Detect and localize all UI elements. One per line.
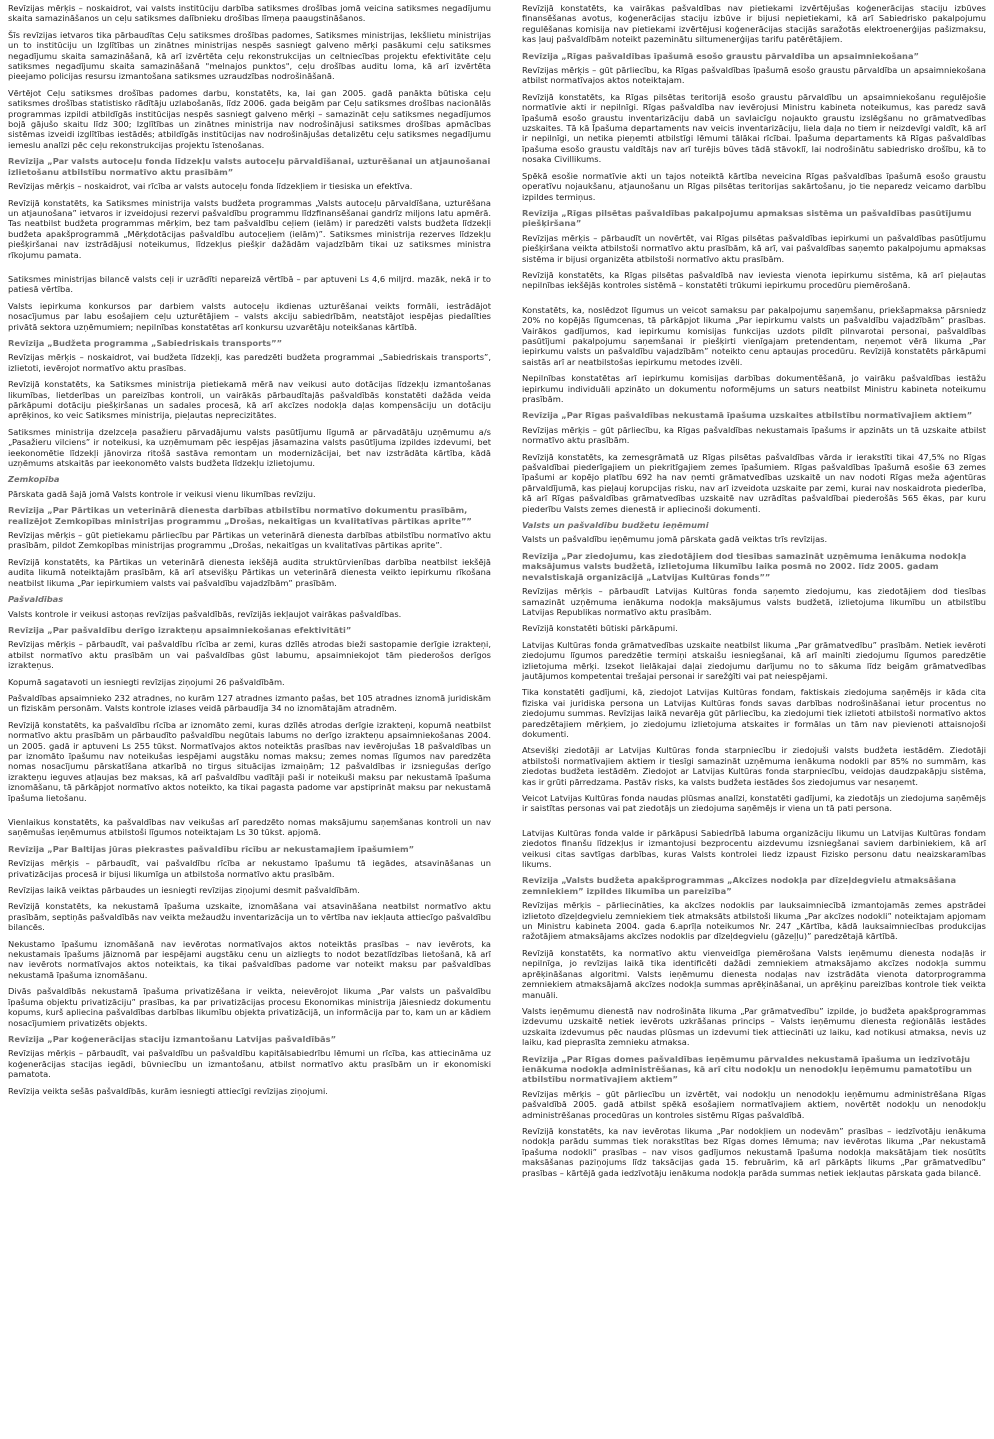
- paragraph: Tika konstatēti gadījumi, kā, ziedojot Latvijas Kultūras fondam, faktiskais ziedojuma saņēmējs ir kāda cita fiziska vai juridiska persona un Latvijas Kultūras fonds savas darbības nodrošināšanai ietur procentus no ziedojumu summas. Revīzijas laikā nevarēja gūt pārliecību, ka ziedojumi tiek izlietoti atbilstoši normatīvo aktos paredzētajiem mērķiem, jo ziedojumu izlietojuma atskaites ir formālas un tām nav pievienoti attaisnojoši dokumenti.: [522, 687, 986, 739]
- paragraph: Spēkā esošie normatīvie akti un tajos noteiktā kārtība neveicina Rīgas pašvaldības īpašumā esošo graustu operatīvu nojaukšanu, atjaunošanu un Rīgas pilsētas teritorijas sakārtošanu, jo tie neparedz veicamo darbību izpildes termiņus.: [522, 170, 986, 202]
- section-heading: Revīzija „Rīgas pašvaldības īpašumā esošo graustu pārvaldība un apsaimniekošana”: [522, 50, 920, 61]
- paragraph: Revīzijā konstatēts, ka Pārtikas un veterinārā dienesta iekšējā audita struktūrvienības darbība neatbilst iekšējā audita likumā noteiktajām prasībām, kā arī atsevišķu Pārtikas un veterinārā dienesta veikto iepirkumu rīkošana neatbilst likuma „Par iepirkumiem valsts vai pašvaldību vajadzībām” prasībām.: [8, 556, 491, 588]
- section-heading: Revīzija „Budžeta programma „Sabiedriskais transports””: [8, 337, 283, 348]
- paragraph: Veicot Latvijas Kultūras fonda naudas plūsmas analīzi, konstatēti gadījumi, ka ziedotājs un ziedojuma saņēmējs ir saistītas personas vai pat ziedotājs un ziedojuma saņēmējs ir viena un tā pati persona.: [522, 793, 986, 814]
- paragraph: Revīzijas mērķis – gūt pārliecību, ka Rīgas pašvaldības īpašumā esošo graustu pārvaldība un apsaimniekošana atbilst normatīvajos aktos noteiktajam.: [522, 65, 986, 86]
- subsection-title: Zemkopība: [8, 474, 60, 485]
- paragraph: Nepilnības konstatētas arī iepirkumu komisijas darbības dokumentēšanā, jo vairāku pašvaldības iestāžu iepirkumu individuāli apzināto un dokumentu noformējums un saturs neatbilst Ministru kabineta noteikumu prasībām.: [522, 373, 986, 404]
- paragraph: Latvijas Kultūras fonda grāmatvedības uzskaite neatbilst likuma „Par grāmatvedību” prasībām. Netiek ievēroti ziedojumu līgumos paredzētie termiņi atskaišu iesniegšanai, kā arī mainīti ziedojumu līgumos paredzētie izlietojuma mērķi. Izsekot lielākajai daļai ziedojumu darījumu no to sākuma līdz beigām grāmatvedības jautājumos kompetentai trešajai personai ir sarežģīti vai pat neiespējami.: [522, 639, 986, 681]
- paragraph: Atsevišķi ziedotāji ar Latvijas Kultūras fonda starpniecību ir ziedojuši valsts budžeta iestādēm. Ziedotāji atbilstoši normatīvajiem aktiem ir tiesīgi samazināt uzņēmuma ienākuma nodokli par 85% no summām, kas ziedotas budžeta iestādēm. Ziedojot ar Latvijas Kultūras fonda starpniecību, veidojas daudzpakāpju sistēma, kas ir grūti pārredzama. Pastāv risks, ka valsts budžeta iestādes šos ziedojumus var nesaņemt.: [522, 745, 986, 787]
- paragraph: Revīzijā konstatēts, ka zemesgrāmatā uz Rīgas pilsētas pašvaldības vārda ir ierakstīti tikai 47,5% no Rīgas pašvaldībai piederīgajiem un piekritīgajiem zemes īpašumiem. Rīgas pašvaldības īpašumā esošie 63 zemes īpašumi ar kopējo platību 692 ha nav ņemti grāmatvedības uzskaitē un nav nodoti Rīgas meža aģentūras pārvaldījumā, kas pieļauj korupcijas risku, nav arī izveidota uzskaite par zemi, kurai nav noskaidrota piederība, kā arī Rīgas pašvaldības grāmatvedības uzskaitē nav uzrādītas pašvaldībai piederošās 565 ēkas, par kuru piederību Valsts zemes dienestā ir apliecinoši dokumenti.: [522, 451, 986, 514]
- section-heading: Revīzija „Valsts budžeta apakšprogrammas „Akcīzes nodokļa par dīzeļdegvielu atmaksāšana zemniekiem” izpildes likumība un pareizība”: [522, 875, 957, 896]
- section-heading: Revīzija „Par Rīgas pašvaldības nekustamā īpašuma uzskaites atbilstību normatīvajiem aktiem”: [522, 410, 973, 421]
- paragraph: Pārskata gadā šajā jomā Valsts kontrole ir veikusi vienu likumības revīziju.: [8, 488, 316, 499]
- section-heading: Revīzija „Par valsts autoceļu fonda līdzekļu valsts autoceļu pārvaldīšanai, uzturēšanai un atjaunošanai izlietošanu atbilstību normatīvo aktu prasībām”: [8, 156, 491, 177]
- paragraph: Satiksmes ministrijas bilancē valsts ceļi ir uzrādīti nepareizā vērtībā – par aptuveni Ls 4,6 miljrd. mazāk, nekā ir to patiesā vērtība.: [8, 273, 491, 295]
- paragraph: Revīzijas mērķis – pārbaudīt, vai pašvaldību un pašvaldību kapitālsabiedrību lēmumi un rīcība, kas attiecināma uz koģenerācijas stacijas iegādi, būvniecību un izmantošanu, atbilst normatīvo aktu prasībām un ir ekonomiski pamatota.: [8, 1048, 491, 1080]
- left-column: [8, 3, 491, 1102]
- section-heading: Revīzija „Rīgas pilsētas pašvaldības pakalpojumu apmaksas sistēma un pašvaldības pasūtījumu piešķiršana”: [522, 207, 972, 229]
- paragraph: Revīzijā konstatēts, ka Satiksmes ministrija valsts budžeta programmas „Valsts autoceļu pārvaldīšana, uzturēšana un atjaunošana” ietvaros ir izveidojusi rezervi pašvaldību programmu līdzfinansēšanai gandrīz miljons latu apmērā. Tas neatbilst budžeta programmas mērķim, bez tam pašvaldību ceļiem (ielām) ir paredzēti valsts budžeta līdzekļi budžeta apakšprogrammā „Mērķdotācijas pašvaldību autoceļiem (ielām)”. Satiksmes ministrija rezerves līdzekļu piešķiršanai nav izstrādājusi noteikumus, līdzekļus piešķir dažādām vajadzībām tikai uz satiksmes ministra rīkojumu pamata.: [8, 197, 491, 260]
- paragraph: Revīzijā konstatēts, ka pašvaldību rīcība ar iznomāto zemi, kuras dzīlēs atrodas derīgie izrakteņi, kopumā neatbilst normatīvo aktu prasībām un pārbaudīto pašvaldību negūtais labums no derīgo izrakteņu apsaimniekošanas 2004. un 2005. gadā ir aptuveni Ls 255 tūkst. Normatīvajos aktos noteiktās prasības nav ievērojušas 18 pašvaldības un par iznomāto īpašumu nav noteikušas iespējami augstāku nomas maksu; zemes nomas līgumos nav paredzēta nomas nosacījumu pārskatīšana atkarībā no tirgus situācijas izmaiņām; 12 pašvaldības ir izsniegušas derīgo izrakteņu ieguves atļaujas bez maksas, kā arī pašvaldību vadītāji paši ir noteikuši maksu par nekustamā īpašuma iznomāšanu, tā pārkāpjot normatīvo aktos noteikto, ka tikai pagasta padome var apstiprināt maksu par nekustamā īpašuma lietošanu.: [8, 719, 491, 803]
- paragraph: Revīzijā konstatēts, ka normatīvo aktu vienveidīga piemērošana Valsts ieņēmumu dienesta nodaļās ir nepilnīga, jo revīzijas laikā tika identificēti dažādi zemniekiem atmaksājamo akcīzes nodokļa summu aprēķināšanas algoritmi. Valsts ieņēmumu dienesta nodaļas nav izstrādāta vienota datorprogramma zemniekiem atmaksājamā akcīzes nodokļa summas aprēķināšanai, un aprēķinu pareizības kontrole tiek veikta manuāli.: [522, 947, 986, 1000]
- subsection-title: Pašvaldības: [8, 594, 64, 605]
- section-heading: Revīzija „Par Rīgas domes pašvaldības ieņēmumu pārvaldes nekustamā īpašuma un iedzīvotāju ienākuma nodokļa administrēšanas, kā arī citu nodokļu un nenodokļu ieņēmumu pamatotību un atbilstību normatīvajiem aktiem”: [522, 1053, 972, 1085]
- paragraph: Valsts kontrole ir veikusi astoņas revīzijas pašvaldībās, revīzijās iekļaujot vairākas pašvaldības.: [8, 608, 402, 619]
- paragraph: Valsts iepirkuma konkursos par darbiem valsts autoceļu ikdienas uzturēšanai veikts formāli, iestrādājot nosacījumus par labu esošajiem ceļu uzturētājiem – valsts akciju sabiedrībām, neatstājot iespējas piedalīties privātā sektora uzņēmumiem; nepilnības konstatētas arī konkursu uzvarētāju noteikšanas kārtībā.: [8, 300, 491, 332]
- section-heading: Revīzija „Par koģenerācijas staciju izmantošanu Latvijas pašvaldībās”: [8, 1033, 337, 1044]
- paragraph: Revīzijā konstatēts, ka nekustamā īpašuma uzskaite, iznomāšana vai atsavināšana neatbilst normatīvo aktu prasībām, septiņās pašvaldībās nav veikta mežaudžu inventarizācija un to vērtība nav iekļauta attiecīgo pašvaldību bilancēs.: [8, 901, 491, 933]
- paragraph: Revīzijā konstatēti būtiski pārkāpumi.: [522, 623, 678, 634]
- paragraph: Revīzijas mērķis – gūt pārliecību un izvērtēt, vai nodokļu un nenodokļu ieņēmumu administrēšana Rīgas pašvaldībā 2005. gadā atbilst spēkā esošajiem normatīvajiem aktiem, novērtēt nodokļu un nenodokļu administrēšanas procedūras un kontroles sistēmu Rīgas pašvaldībā.: [522, 1088, 986, 1120]
- paragraph: Revīzijas mērķis – pārbaudīt, vai pašvaldību rīcība ar zemi, kuras dzīlēs atrodas bieži sastopamie derīgie izrakteņi, atbilst normatīvo aktu prasībām un vai pašvaldības gūst labumu, apsaimniekojot tām piederošos derīgos izrakteņus.: [8, 639, 491, 671]
- paragraph: Revīzijas mērķis – pārbaudīt un novērtēt, vai Rīgas pilsētas pašvaldības iepirkumi un pašvaldības pasūtījumu piešķiršana veikta atbilstoši normatīvo aktu prasībām, kā arī, vai pašvaldības saņemto pakalpojumu apmaksas sistēma ir bijusi organizēta atbilstoši normatīvo aktu prasībām.: [522, 232, 986, 264]
- spacer: [522, 297, 986, 305]
- paragraph: Revīzijas mērķis – gūt pietiekamu pārliecību par Pārtikas un veterinārā dienesta darbības atbilstību normatīvo aktu prasībām, pildot Zemkopības ministrijas programmu „Drošas, nekaitīgas un kvalitatīvas pārtikas aprite”.: [8, 530, 491, 551]
- paragraph: Revīzijā konstatēts, ka vairākas pašvaldības nav pietiekami izvērtējušas koģenerācijas staciju izbūves finansēšanas avotus, koģenerācijas staciju izbūve ir bijusi nepietiekami, kā arī Sabiedrisko pakalpojumu regulēšanas komisija nav pietiekami izvērtējusi koģenerācijas stacijās saražotās elektroenerģijas pašizmaksu, kas ļauj pašvaldībām noteikt pazeminātu siltumenerģijas tarifu patērētājiem.: [522, 3, 986, 45]
- spacer: [522, 820, 986, 828]
- paragraph: Revīzijas mērķis – noskaidrot, vai valsts institūciju darbība satiksmes drošības jomā veicina satiksmes negadījumu skaita samazināšanos un ceļu satiksmes dalībnieku drošības līmeņa paaugstināšanos.: [8, 3, 491, 24]
- paragraph: Šīs revīzijas ietvaros tika pārbaudītas Ceļu satiksmes drošības padomes, Satiksmes ministrijas, Iekšlietu ministrijas un to institūciju un Izglītības un zinātnes ministrijas nespēs sasniegt galveno mērķi pasākumi ceļu satiksmes negadījumu skaita samazināšanā, kā arī izvērtēta ceļu rekonstrukcijas un celtniecības projektu efektivitāte ceļu satiksmes negadījumu skaita samazināšanā "melnajos punktos", ceļu drošības auditu loma, kā arī izvērtēta pieejamo policijas resursu izmantošana satiksmes uzraudzības nodrošināšanā.: [8, 29, 491, 82]
- paragraph: Revīzijas mērķis – gūt pārliecību, ka Rīgas pašvaldības nekustamais īpašums ir apzināts un tā uzskaite atbilst normatīvo aktu prasībām.: [522, 424, 986, 446]
- paragraph: Satiksmes ministrija dzelzceļa pasažieru pārvadājumu valsts pasūtījumu līgumā ar pārvadātāju uzņēmumu a/s „Pasažieru vilciens” ir noteikusi, ka uzņēmumam pēc iespējas jāsamazina valsts pasūtījuma izpildes izdevumi, bet ieekonomētie līdzekļi jānovirza ritošā sastāva remontam un modernizācijai, bet nav izstrādāta kārtība, kādā uzņēmums atskaitās par ieekonomēto valsts budžeta līdzekļu izlietojumu.: [8, 426, 491, 469]
- paragraph: Revīzijā konstatēts, ka Rīgas pilsētas teritorijā esošo graustu pārvaldību un apsaimniekošanu regulējošie normatīvie akti ir nepilnīgi. Rīgas pašvaldība nav ievērojusi Ministru kabineta noteikumus, kas paredz savā īpašumā esošo graustu inventarizāciju dabā un savlaicīgu nojaukto graustu izslēgšanu no grāmatvedības uzskaites. Tā kā Īpašuma departaments nav veicis inventarizāciju, liela daļa no tiem ir neizdevīgi valdīt, kā arī ir nepilnīgi, un netika pieņemti atbilstīgi lēmumi tālākai rīcībai. Īpašuma departaments kā Rīgas pašvaldības īpašuma esošo graustu valdītājs nav arī turējis būves tādā stāvoklī, lai nodrošinātu sabiedrisko drošību, kā to nosaka Civillikums.: [522, 91, 986, 165]
- spacer: [8, 266, 491, 274]
- section-heading: Revīzija „Par Pārtikas un veterinārā dienesta darbības atbilstību normatīvo dokumentu prasībām, realizējot Zemkopības ministrijas programmu „Drošas, nekaitīgas un kvalitatīvas pārtikas aprite””: [8, 505, 472, 526]
- paragraph: Vienlaikus konstatēts, ka pašvaldības nav veikušas arī paredzēto nomas maksājumu saņemšanas kontroli un nav saņēmušas ieņēmumus atbilstoši līgumos noteiktajam Ls 30 tūkst. apjomā.: [8, 817, 491, 838]
- paragraph: Pašvaldības apsaimnieko 232 atradnes, no kurām 127 atradnes izmanto pašas, bet 105 atradnes iznomā juridiskām un fiziskām personām. Valsts kontrole izlases veidā pārbaudīja 34 no iznomātajām atradnēm.: [8, 692, 491, 714]
- paragraph: Revīzija veikta sešās pašvaldībās, kurām iesniegti attiecīgi revīzijas ziņojumi.: [8, 1085, 328, 1096]
- paragraph: Konstatēts, ka, noslēdzot līgumus un veicot samaksu par pakalpojumu saņemšanu, priekšapmaksa pārsniedz 20% no kopējās līgumcenas, tā pārkāpjot likuma „Par iepirkumu valsts un pašvaldību vajadzībām” prasības. Vairākos gadījumos, kad iepirkumu komisijas funkcijas uzdots pildīt pilnvarotai personai, pašvaldības pasūtījumi pakalpojumu saņemšanai ir piešķirti vienīgajam pretendentam, neņemot vērā likuma „Par iepirkumu valsts un pašvaldību vajadzībām” noteikto cenu aptaujas procedūru. Revīzijā konstatēts pārkāpumi saistās arī ar neatbilstošas iepirkumu metodes izvēli.: [522, 304, 986, 367]
- section-heading: Revīzija „Par ziedojumu, kas ziedotājiem dod tiesības samazināt uzņēmuma ienākuma nodokļa maksājumus valsts budžetā, izlietojuma likumību laika posmā no 2002. līdz 2005. gadam nevalstiskajā organizācijā „Latvijas Kultūras fonds””: [522, 550, 967, 582]
- paragraph: Vērtējot Ceļu satiksmes drošības padomes darbu, konstatēts, ka, lai gan 2005. gadā panākta būtiska ceļu satiksmes drošības statistisko rādītāju uzlabošanās, līdz 2006. gada beigām par Ceļu satiksmes drošības nacionālās programmas izpildi atbildīgās institūcijas nespēs sasniegt galveno mērķi – samazināt ceļu satiksmes negadījumos bojā gājušo skaitu līdz 300; Izglītības un zinātnes ministrija nav nodrošinājusi satiksmes drošības apmācības sistēmas izveidi izglītības iestādēs; atbildīgās institūcijas nav nodrošinājušas detalizētu ceļu satiksmes negadījumu iemeslu analīzi pēc ceļu rekonstrukcijas projektu īstenošanas.: [8, 87, 491, 150]
- paragraph: Latvijas Kultūras fonda valde ir pārkāpusi Sabiedrībā labuma organizāciju likumu un Latvijas Kultūras fondam ziedotos finanšu līdzekļus ir izmantojusi bezprocentu aizdevumu izsniegšanai saviem darbiniekiem, kā arī veikusi citas savtīgas darbības, kuras Valsts kontrolei liedz izpaust Fizisko personu datu neaizskaramības likums.: [522, 827, 986, 870]
- paragraph: Revīzijā konstatēts, ka Satiksmes ministrija pietiekamā mērā nav veikusi auto dotācijas līdzekļu izmantošanas likumības, lietderības un pareizības kontroli, un vairākās pārbaudītajās pašvaldībās konstatēti dažāda veida pārkāpumi dotāciju piešķiršanas un sadales procesā, kā arī akcīzes nodokļa daļas kompensāciju un dotāciju aprēķinos, ko veic Satiksmes ministrija, pieļautas neprecizitātes.: [8, 379, 491, 421]
- paragraph: Nekustamo īpašumu iznomāšanā nav ievērotas normatīvajos aktos noteiktās prasības – nav ievērots, ka nekustamais īpašums jāiznomā par iespējami augstāku cenu un aizliegts to nodot bezatlīdzības lietošanā, kā arī nav ievērots normatīvajos aktos noteiktais, ka tikai pašvaldības padome var noteikt maksu par pašvaldības nekustamā īpašuma iznomāšanu.: [8, 938, 491, 980]
- subsection-title: Valsts un pašvaldību budžetu ieņēmumi: [522, 520, 709, 531]
- right-column: [522, 3, 986, 1184]
- section-heading: Revīzija „Par pašvaldību derīgo izrakteņu apsaimniekošanas efektivitāti”: [8, 624, 352, 635]
- spacer: [8, 809, 491, 817]
- paragraph: Divās pašvaldībās nekustamā īpašuma privatizēšana ir veikta, neievērojot likuma „Par valsts un pašvaldību īpašuma objektu privatizāciju” prasības, ka par privatizācijas procesu Ekonomikas ministrija jāiesniedz dokumentu kopums, kurš apliecina pašvaldības darbības likumību objekta privatizācijā, un informācija par to, kam un ar kādiem nosacījumiem privatizēts objekts.: [8, 986, 491, 1028]
- section-heading: Revīzija „Par Baltijas jūras piekrastes pašvaldību rīcību ar nekustamajiem īpašumiem”: [8, 843, 415, 854]
- paragraph: Revīzijā konstatēts, ka Rīgas pilsētas pašvaldībā nav ieviesta vienota iepirkumu sistēma, kā arī pieļautas nepilnības iekšējās kontroles sistēmā – konstatēti trūkumi iepirkumu procedūru piemērošanā.: [522, 269, 986, 291]
- paragraph: Revīzijas laikā veiktas pārbaudes un iesniegti revīzijas ziņojumi desmit pašvaldībām.: [8, 885, 360, 896]
- paragraph: Revīzijas mērķis – noskaidrot, vai rīcība ar valsts autoceļu fonda līdzekļiem ir tiesiska un efektīva.: [8, 181, 413, 192]
- paragraph: Revīzijas mērķis – pārbaudīt Latvijas Kultūras fonda saņemto ziedojumu, kas ziedotājiem dod tiesības samazināt uzņēmuma ienākuma nodokļa maksājumus valsts budžetā, izlietojuma likumību un atbilstību Latvijas Republikas normatīvo aktu prasībām.: [522, 586, 986, 617]
- paragraph: Kopumā sagatavoti un iesniegti revīzijas ziņojumi 26 pašvaldībām.: [8, 676, 285, 687]
- paragraph: Valsts un pašvaldību ieņēmumu jomā pārskata gadā veiktas trīs revīzijas.: [522, 534, 828, 545]
- paragraph: Revīzijas mērķis – pārbaudīt, vai pašvaldību rīcība ar nekustamo īpašumu tā iegādes, atsavināšanas un privatizācijas procesā ir bijusi likumīga un atbilstoša normatīvo aktu prasībām.: [8, 858, 491, 879]
- paragraph: Valsts ieņēmumu dienestā nav nodrošināta likuma „Par grāmatvedību” izpilde, jo budžeta apakšprogrammas izdevumu uzskaitē netiek ievērots uzkrāšanas princips – Valsts ieņēmumu dienesta reģionālās iestādes uzskaita izdevumus pēc naudas plūsmas un izdevumi tiek attiecināti uz laiku, kad notikusi atmaksa, nevis uz laiku, kad pieprasīta zemnieku atmaksa.: [522, 1005, 986, 1048]
- paragraph: Revīzijā konstatēts, ka nav ievērotas likuma „Par nodokļiem un nodevām” prasības – iedzīvotāju ienākuma nodokļa parādu summas tiek norakstītas bez Rīgas domes lēmuma; nav ievērotas likuma „Par nekustamā īpašuma nodokli” prasības – nav visos gadījumos nekustamā īpašuma nodokļa maksātājam tiek nosūtīts maksāšanas paziņojums līdz taksācijas gada 15. februārim, kā arī pārkāpts likums „Par grāmatvedību” prasības – kārtējā gada iedzīvotāju ienākuma nodokļa parāda summas netiek iekļautas pārskata gada bilancē.: [522, 1125, 986, 1178]
- paragraph: Revīzijas mērķis – pārliecināties, ka akcīzes nodoklis par lauksaimniecībā izmantojamās zemes apstrādei izlietoto dīzeļdegvielu zemniekiem tiek atmaksāts atbilstoši likuma „Par akcīzes nodokli” noteiktajam apjomam un Ministru kabineta 2004. gada 6.aprīļa noteikumos Nr. 247 „Kārtība, kādā lauksaimniecības produkcijas ražotājiem atmaksājams akcīzes nodoklis par dīzeļdegvielu (gāzeļļu)” paredzētajā kārtībā.: [522, 900, 986, 942]
- paragraph: Revīzijas mērķis – noskaidrot, vai budžeta līdzekļi, kas paredzēti budžeta programmai „Sabiedriskais transports”, izlietoti, ievērojot normatīvo aktu prasības.: [8, 352, 491, 373]
